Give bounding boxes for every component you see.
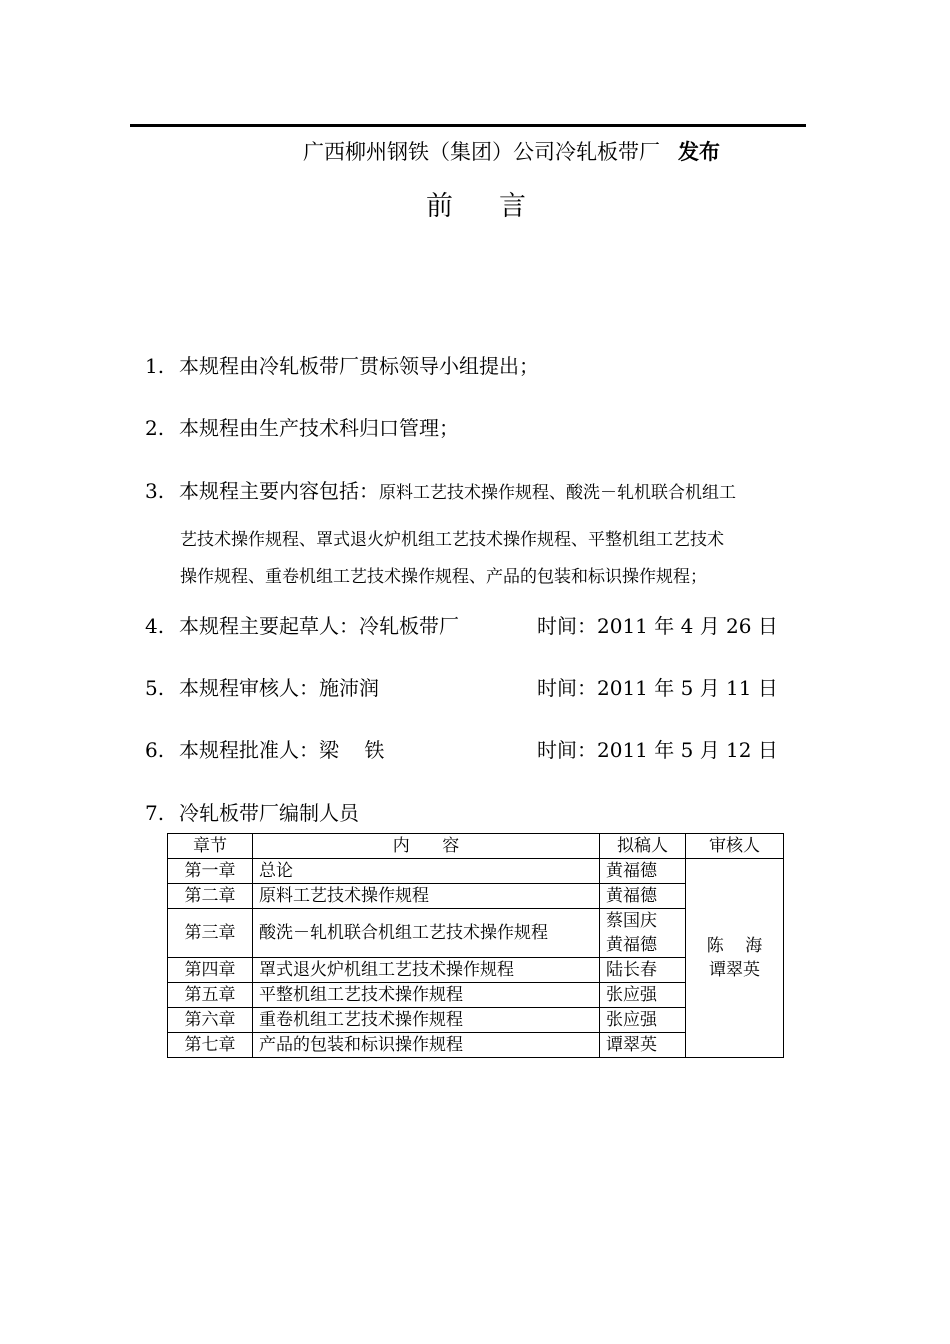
item-number: 2. <box>145 416 165 440</box>
item-time: 时间：2011 年 5 月 11 日 <box>537 676 778 700</box>
content-cell: 原料工艺技术操作规程 <box>253 884 600 909</box>
reviewer-cell <box>686 859 784 1058</box>
content-cell: 产品的包装和标识操作规程 <box>253 1033 600 1058</box>
column-header: 拟稿人 <box>600 834 686 859</box>
drafter-cell: 张应强 <box>600 1008 686 1033</box>
table-header-row <box>168 834 784 859</box>
table-row <box>168 859 784 884</box>
drafter-cell: 黄福德 <box>600 859 686 884</box>
drafter-name: 蔡国庆 <box>606 911 657 931</box>
item-text: 本规程由生产技术科归口管理； <box>179 416 459 440</box>
list-item-4 <box>145 610 778 639</box>
item-number: 1. <box>145 354 165 378</box>
publish-label: 发布 <box>678 140 720 164</box>
drafter-name: 黄福德 <box>606 935 657 955</box>
item-time: 时间：2011 年 5 月 12 日 <box>537 738 778 762</box>
title-char-2: 言 <box>499 191 526 222</box>
item-text: 本规程批准人：梁 铁 <box>179 738 385 762</box>
column-header: 审核人 <box>686 834 784 859</box>
item-text: 本规程由冷轧板带厂贯标领导小组提出； <box>179 354 539 378</box>
list-item-6 <box>145 734 778 763</box>
content-cell: 重卷机组工艺技术操作规程 <box>253 1008 600 1033</box>
drafter-cell: 张应强 <box>600 983 686 1008</box>
content-cell: 罩式退火炉机组工艺技术操作规程 <box>253 958 600 983</box>
staff-table <box>167 833 784 1058</box>
title-char-1: 前 <box>426 191 453 222</box>
reviewer-name: 陈 海 <box>706 936 763 956</box>
list-item-3-line-2: 艺技术操作规程、罩式退火炉机组工艺技术操作规程、平整机组工艺技术 <box>180 530 724 550</box>
chapter-cell: 第四章 <box>168 958 253 983</box>
content-cell: 酸洗－轧机联合机组工艺技术操作规程 <box>253 909 600 958</box>
chapter-cell: 第二章 <box>168 884 253 909</box>
item-text: 本规程主要起草人：冷轧板带厂 <box>179 614 459 638</box>
publisher-name: 广西柳州钢铁（集团）公司冷轧板带厂 <box>303 140 660 164</box>
publisher-line <box>303 136 720 166</box>
content-cell: 平整机组工艺技术操作规程 <box>253 983 600 1008</box>
reviewer-name: 谭翠英 <box>709 960 760 980</box>
list-item-2 <box>145 412 459 441</box>
content-cell: 总论 <box>253 859 600 884</box>
list-item-5 <box>145 672 778 701</box>
chapter-cell: 第一章 <box>168 859 253 884</box>
chapter-cell: 第七章 <box>168 1033 253 1058</box>
header-rule <box>130 124 806 127</box>
item-text-detail: 原料工艺技术操作规程、酸洗－轧机联合机组工 <box>379 483 736 503</box>
list-item-7 <box>145 797 359 826</box>
item-text: 本规程审核人：施沛润 <box>179 676 379 700</box>
chapter-cell: 第五章 <box>168 983 253 1008</box>
drafter-cell <box>600 909 686 958</box>
list-item-3-line-3: 操作规程、重卷机组工艺技术操作规程、产品的包装和标识操作规程； <box>180 567 707 587</box>
item-text: 冷轧板带厂编制人员 <box>179 801 359 825</box>
chapter-cell: 第三章 <box>168 909 253 958</box>
page-title <box>426 184 526 223</box>
drafter-cell: 陆长春 <box>600 958 686 983</box>
list-item-1 <box>145 350 539 379</box>
list-item-3 <box>145 475 736 504</box>
item-number: 6. <box>145 738 165 762</box>
chapter-cell: 第六章 <box>168 1008 253 1033</box>
item-number: 4. <box>145 614 165 638</box>
drafter-cell: 黄福德 <box>600 884 686 909</box>
column-header: 内 容 <box>253 834 600 859</box>
column-header: 章节 <box>168 834 253 859</box>
item-text: 本规程主要内容包括： <box>179 479 379 503</box>
drafter-cell: 谭翠英 <box>600 1033 686 1058</box>
item-number: 5. <box>145 676 165 700</box>
item-time: 时间：2011 年 4 月 26 日 <box>537 614 778 638</box>
item-number: 7. <box>145 801 165 825</box>
item-number: 3. <box>145 479 165 503</box>
